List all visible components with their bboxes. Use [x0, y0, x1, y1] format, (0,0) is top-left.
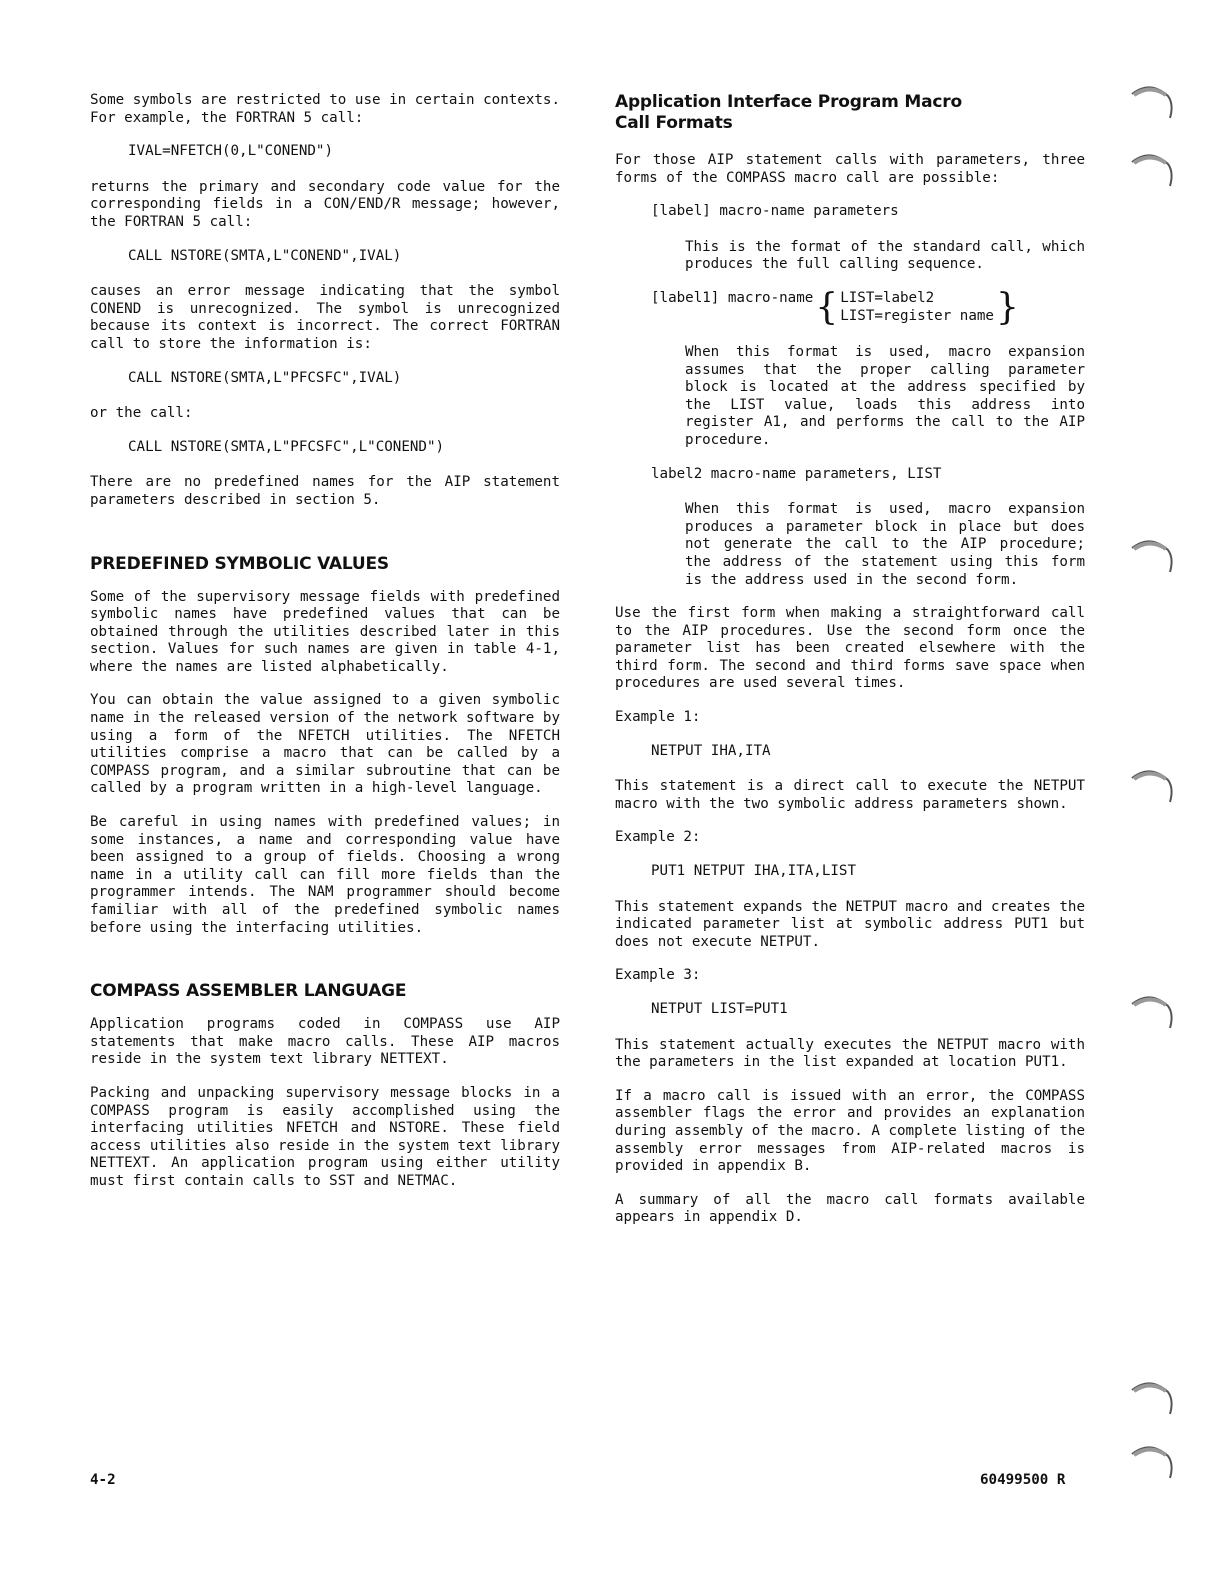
section-heading-macro-call-formats: Application Interface Program Macro Call Formats — [615, 92, 962, 133]
example-code: NETPUT LIST=PUT1 — [651, 1001, 788, 1017]
macro-form-1: [label] macro-name parameters — [651, 203, 899, 220]
binder-hole-mark-icon — [1128, 1442, 1174, 1482]
paragraph: If a macro call is issued with an error, the COMPASS assembler flags the error and provides an explanation during assembly of the macro. A complete listing of the assembly error messages from AIP-related macros is provided in appendix B. — [615, 1087, 1085, 1175]
macro-form-2 — [651, 286, 1085, 328]
paragraph: You can obtain the value assigned to a given symbolic name in the released version of the network software by using a form of the NFETCH utilities. The NFETCH utilities comprise a macro that can be called by a COMPASS program, and a similar subroutine that can be called by a program written in a high-level language. — [90, 692, 560, 797]
binder-hole-mark-icon — [1128, 992, 1174, 1032]
code-line: CALL NSTORE(SMTA,L"PFCSFC",IVAL) — [128, 369, 402, 386]
page-number: 4-2 — [90, 1472, 116, 1488]
left-column — [90, 92, 560, 1207]
paragraph: This statement actually executes the NETPUT macro with the parameters in the list expanded at location PUT1. — [615, 1036, 1085, 1071]
code-line: IVAL=NFETCH(0,L"CONEND") — [128, 143, 333, 160]
macro-form-2-options — [840, 290, 994, 325]
example-label: Example 3: — [615, 967, 701, 984]
binder-hole-mark-icon — [1128, 766, 1174, 806]
right-brace: } — [995, 286, 1019, 328]
option: LIST=label2 — [840, 289, 935, 306]
paragraph: returns the primary and secondary code value for the corresponding fields in a CON/END/R message; however, the FORTRAN 5 call: — [90, 178, 560, 230]
paragraph: Application programs coded in COMPASS use AIP statements that make macro calls. These AIP macros reside in the system text library NETTEXT. — [90, 1016, 560, 1068]
paragraph: Be careful in using names with predefined values; in some instances, a name and corresponding value have been assigned to a group of fields. Choosing a wrong name in a utility call can fill more fields than the programmer intends. The NAM programmer should become familiar with all of the predefined symbolic names before using the interfacing utilities. — [90, 814, 560, 936]
section-heading-predefined-symbolic-values: PREDEFINED SYMBOLIC VALUES — [90, 553, 389, 574]
paragraph: causes an error message indicating that the symbol CONEND is unrecognized. The symbol is unrecognized because its context is incorrect. The correct FORTRAN call to store the information is: — [90, 283, 560, 352]
example-code: PUT1 NETPUT IHA,ITA,LIST — [651, 863, 856, 880]
paragraph: This statement is a direct call to execute the NETPUT macro with the two symbolic address parameters shown. — [615, 778, 1085, 812]
example-label: Example 2: — [615, 829, 701, 846]
paragraph: A summary of all the macro call formats available appears in appendix D. — [615, 1191, 1085, 1226]
binder-hole-mark-icon — [1128, 536, 1174, 576]
example-code: NETPUT IHA,ITA — [651, 742, 771, 759]
paragraph: For those AIP statement calls with parameters, three forms of the COMPASS macro call are possible: — [615, 152, 1085, 186]
paragraph: Some of the supervisory message fields with predefined symbolic names have predefined values that can be obtained through the utilities described later in this section. Values for such names are given in table 4-1, where the names are listed alphabetically. — [90, 588, 560, 675]
paragraph: Packing and unpacking supervisory message blocks in a COMPASS program is easily accomplished using the interfacing utilities NFETCH and NSTORE. These field access utilities also reside in the system text library NETTEXT. An application program using either utility must first contain calls to SST and NETMAC. — [90, 1084, 560, 1189]
macro-form-2-prefix: [label1] macro-name — [651, 289, 814, 306]
code-line: CALL NSTORE(SMTA,L"PFCSFC",L"CONEND") — [128, 438, 445, 455]
paragraph: Some symbols are restricted to use in certain contexts. For example, the FORTRAN 5 call: — [90, 92, 560, 126]
macro-form-3: label2 macro-name parameters, LIST — [651, 465, 942, 482]
code-line: CALL NSTORE(SMTA,L"CONEND",IVAL) — [128, 247, 402, 264]
binder-hole-mark-icon — [1128, 150, 1174, 190]
binder-hole-mark-icon — [1128, 82, 1174, 122]
paragraph: This statement expands the NETPUT macro and creates the indicated parameter list at symbolic address PUT1 but does not execute NETPUT. — [615, 898, 1085, 950]
left-brace: { — [815, 286, 839, 328]
paragraph: or the call: — [90, 405, 193, 422]
option: LIST=register name — [840, 307, 994, 324]
right-column — [615, 92, 1085, 1243]
paragraph: There are no predefined names for the AIP statement parameters described in section 5. — [90, 474, 560, 508]
paragraph: Use the first form when making a straightforward call to the AIP procedures. Use the second form once the parameter list has been created elsewhere with the third form. The second and third forms save space when procedures are used several times. — [615, 605, 1085, 692]
section-heading-compass-assembler-language: COMPASS ASSEMBLER LANGUAGE — [90, 981, 407, 1002]
form-description: When this format is used, macro expansion produces a parameter block in place but does not generate the call to the AIP procedure; the address of the statement using this form is the address used in the second form. — [685, 501, 1085, 588]
document-number: 60499500 R — [980, 1472, 1066, 1488]
binder-hole-mark-icon — [1128, 1378, 1174, 1418]
form-description: This is the format of the standard call, which produces the full calling sequence. — [685, 238, 1085, 273]
example-label: Example 1: — [615, 709, 701, 726]
form-description: When this format is used, macro expansion assumes that the proper calling parameter block is located at the address specified by the LIST value, loads this address into register A1, and performs the call to the AIP procedure. — [685, 343, 1085, 448]
